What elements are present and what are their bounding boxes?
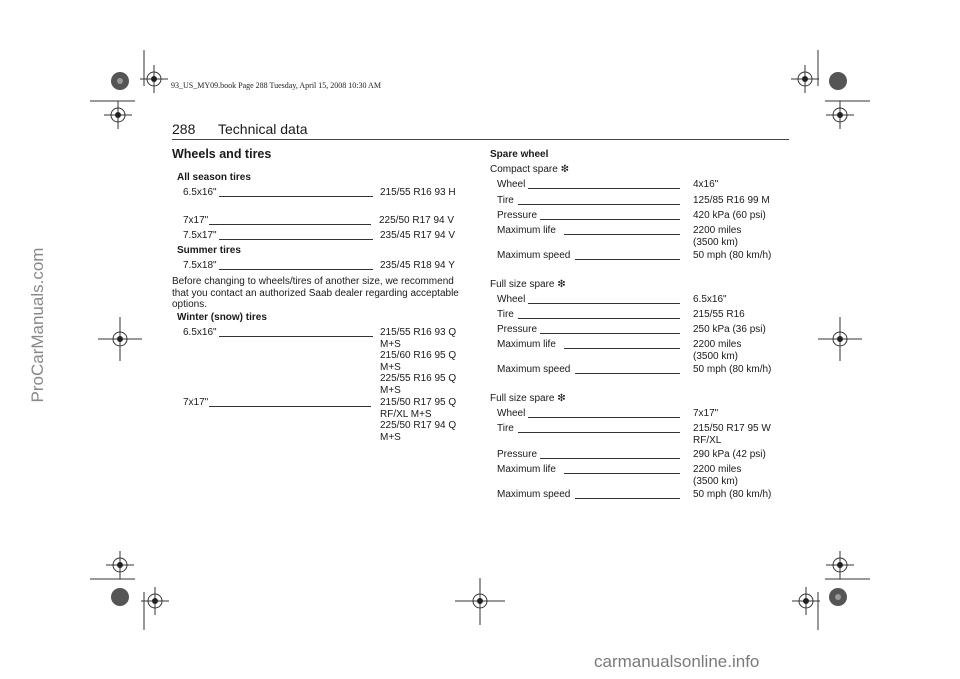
spec-value: 290 kPa (42 psi): [693, 449, 766, 460]
leader-line: [219, 196, 373, 197]
leader-line: [564, 348, 680, 349]
spec-label: Tire: [497, 195, 514, 206]
compact-spare-text: Compact spare: [490, 164, 558, 175]
spec-value: 215/50 R17 95 W RF/XL: [693, 423, 771, 446]
spec-row: [183, 397, 473, 445]
snowflake-icon: ❇: [560, 164, 569, 175]
spec-row: [497, 489, 797, 501]
spec-label: Maximum life: [497, 225, 556, 236]
spec-row: [497, 309, 797, 321]
spec-value: 235/45 R17 94 V: [380, 230, 456, 241]
full-spare-label: [490, 279, 566, 290]
leader-line: [518, 432, 680, 433]
spec-label: 7x17": [183, 215, 209, 226]
spec-label: Pressure: [497, 449, 538, 460]
spec-label: Wheel: [497, 408, 526, 419]
spec-row: [183, 260, 473, 272]
spec-row: [183, 215, 473, 227]
leader-line: [564, 473, 680, 474]
full-spare-text: Full size spare: [490, 279, 555, 290]
leader-line: [540, 333, 680, 334]
spec-label: Maximum life: [497, 339, 556, 350]
spare-heading: Spare wheel: [490, 149, 549, 160]
leader-line: [219, 336, 373, 337]
section-title: Wheels and tires: [172, 147, 272, 161]
spec-value: 215/55 R16: [693, 309, 745, 320]
spec-row: [497, 179, 797, 191]
leader-line: [219, 239, 373, 240]
spec-row: [183, 187, 473, 199]
spec-label: Tire: [497, 309, 514, 320]
header-rule: [172, 139, 789, 140]
spec-row: [183, 230, 473, 242]
spec-row: [497, 225, 797, 249]
spec-label: 7.5x18": [183, 260, 217, 271]
leader-line: [209, 224, 371, 225]
spec-value: 235/45 R18 94 Y: [380, 260, 455, 271]
spec-label: 6.5x16": [183, 327, 217, 338]
spec-row: [497, 250, 797, 262]
spec-value: 420 kPa (60 psi): [693, 210, 766, 221]
spec-row: [497, 339, 797, 363]
leader-line: [540, 219, 680, 220]
spec-row: [183, 327, 473, 397]
spec-row: [497, 195, 797, 207]
spec-row: [497, 210, 797, 222]
page-number: 288: [172, 121, 196, 137]
leader-line: [528, 303, 680, 304]
spec-label: Pressure: [497, 210, 538, 221]
spec-label: Maximum life: [497, 464, 556, 475]
advice-note: Before changing to wheels/tires of another size, we recommend that you contact an authorized Saab dealer regarding acceptable options.: [172, 276, 459, 310]
watermark-bottom: carmanualsonline.info: [594, 652, 760, 671]
leader-line: [575, 373, 680, 374]
spec-value: 4x16": [693, 179, 719, 190]
spec-label: Wheel: [497, 179, 526, 190]
spec-value: 250 kPa (36 psi): [693, 324, 766, 335]
spec-value: 50 mph (80 km/h): [693, 364, 772, 375]
leader-line: [575, 259, 680, 260]
compact-spare-label: [490, 164, 569, 175]
spec-value: 215/55 R16 93 H: [380, 187, 456, 198]
all-season-heading: All season tires: [177, 172, 251, 183]
watermark-left: ProCarManuals.com: [28, 247, 47, 403]
spec-label: 7x17": [183, 397, 209, 408]
spec-label: Maximum speed: [497, 364, 571, 375]
spec-label: 7.5x17": [183, 230, 217, 241]
leader-line: [209, 406, 371, 407]
leader-line: [528, 417, 680, 418]
spec-value: 7x17": [693, 408, 719, 419]
leader-line: [518, 204, 680, 205]
spec-label: Maximum speed: [497, 489, 571, 500]
spec-row: [497, 364, 797, 376]
leader-line: [540, 458, 680, 459]
spec-value: 2200 miles (3500 km): [693, 225, 742, 248]
spec-value: 50 mph (80 km/h): [693, 250, 772, 261]
spec-row: [497, 464, 797, 488]
summer-heading: Summer tires: [177, 245, 241, 256]
page-title: Technical data: [218, 121, 308, 137]
leader-line: [575, 498, 680, 499]
spec-value: 215/50 R17 95 Q RF/XL M+S 225/50 R17 94 Q M+S: [380, 397, 457, 443]
spec-label: Tire: [497, 423, 514, 434]
spec-value: 2200 miles (3500 km): [693, 339, 742, 362]
spec-value: 125/85 R16 99 M: [693, 195, 770, 206]
full-spare-text: Full size spare: [490, 393, 555, 404]
spec-value: 215/55 R16 93 Q M+S 215/60 R16 95 Q M+S 225/55 R16 95 Q M+S: [380, 327, 457, 396]
snowflake-icon: ❇: [557, 279, 566, 290]
spec-value: 2200 miles (3500 km): [693, 464, 742, 487]
spec-value: 225/50 R17 94 V: [379, 215, 455, 226]
book-info-line: 93_US_MY09.book Page 288 Tuesday, April 15, 2008 10:30 AM: [171, 81, 381, 90]
snowflake-icon: ❇: [557, 393, 566, 404]
leader-line: [564, 234, 680, 235]
spec-label: 6.5x16": [183, 187, 217, 198]
spec-label: Wheel: [497, 294, 526, 305]
leader-line: [219, 269, 373, 270]
spec-row: [497, 449, 797, 461]
spec-value: 50 mph (80 km/h): [693, 489, 772, 500]
leader-line: [528, 188, 680, 189]
spec-label: Pressure: [497, 324, 538, 335]
spec-row: [497, 408, 797, 420]
leader-line: [518, 318, 680, 319]
spec-value: 6.5x16": [693, 294, 727, 305]
full-spare-label: [490, 393, 566, 404]
spec-row: [497, 423, 797, 447]
spec-row: [497, 324, 797, 336]
winter-heading: Winter (snow) tires: [177, 312, 267, 323]
spec-label: Maximum speed: [497, 250, 571, 261]
spec-row: [497, 294, 797, 306]
